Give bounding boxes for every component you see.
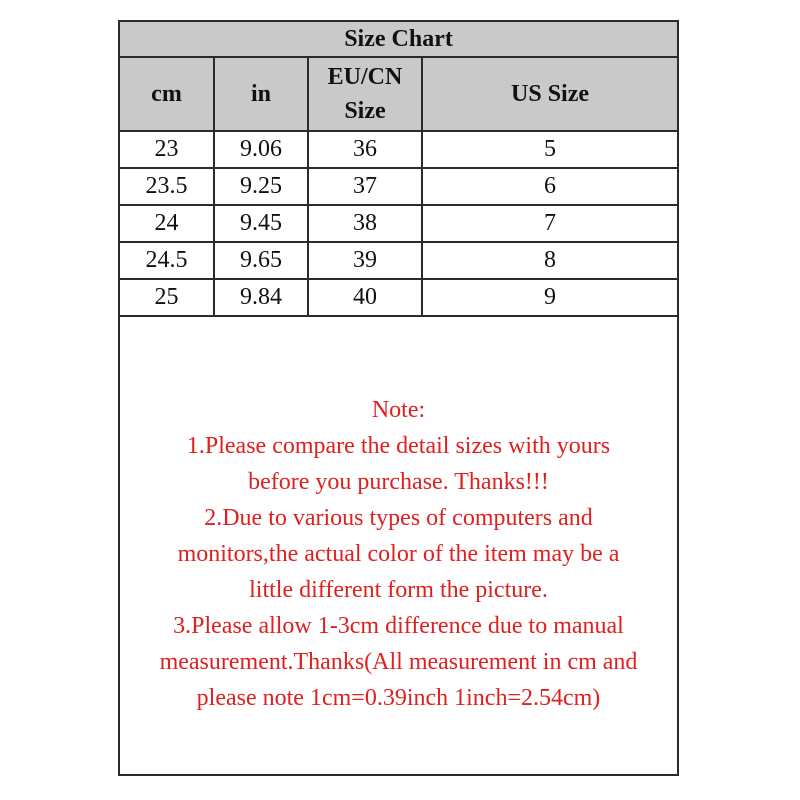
cell-us: 8	[422, 242, 677, 279]
note-line: 2.Due to various types of computers and	[204, 505, 593, 531]
cell-eu-cn: 40	[308, 279, 422, 316]
table-row	[120, 131, 677, 168]
note-line: before you purchase. Thanks!!!	[248, 469, 549, 495]
header-eu-cn: EU/CN	[327, 64, 403, 90]
cell-eu-cn: 37	[308, 168, 422, 205]
note-line: monitors,the actual color of the item may be a	[177, 541, 620, 567]
cell-in: 9.25	[214, 168, 308, 205]
cell-in: 9.65	[214, 242, 308, 279]
header-size: Size	[344, 98, 386, 124]
cell-cm: 25	[120, 279, 214, 316]
header-us-size: US Size	[422, 57, 677, 131]
cell-in: 9.06	[214, 131, 308, 168]
cell-eu-cn: 36	[308, 131, 422, 168]
table-row	[120, 168, 677, 205]
table-row	[120, 242, 677, 279]
cell-cm: 24	[120, 205, 214, 242]
cell-eu-cn: 39	[308, 242, 422, 279]
cell-eu-cn: 38	[308, 205, 422, 242]
header-row	[120, 57, 677, 131]
note-line: 1.Please compare the detail sizes with yours	[186, 433, 611, 459]
cell-us: 6	[422, 168, 677, 205]
note-line: little different form the picture.	[249, 577, 548, 603]
cell-in: 9.84	[214, 279, 308, 316]
cell-us: 7	[422, 205, 677, 242]
table-title: Size Chart	[120, 22, 677, 57]
header-eu-cn-size	[308, 57, 422, 131]
table-row	[120, 205, 677, 242]
size-chart-table	[120, 22, 677, 317]
note-line: 3.Please allow 1-3cm difference due to manual	[173, 613, 624, 639]
note-line: measurement.Thanks(All measurement in cm and	[159, 649, 638, 675]
cell-cm: 23.5	[120, 168, 214, 205]
note-line: please note 1cm=0.39inch 1inch=2.54cm)	[196, 685, 601, 711]
cell-cm: 24.5	[120, 242, 214, 279]
header-cm: cm	[120, 57, 214, 131]
cell-us: 9	[422, 279, 677, 316]
title-row	[120, 22, 677, 57]
note-block	[120, 392, 677, 716]
note-heading: Note:	[371, 397, 426, 423]
header-in: in	[214, 57, 308, 131]
cell-cm: 23	[120, 131, 214, 168]
cell-in: 9.45	[214, 205, 308, 242]
size-chart-frame	[118, 20, 679, 776]
cell-us: 5	[422, 131, 677, 168]
table-row	[120, 279, 677, 316]
